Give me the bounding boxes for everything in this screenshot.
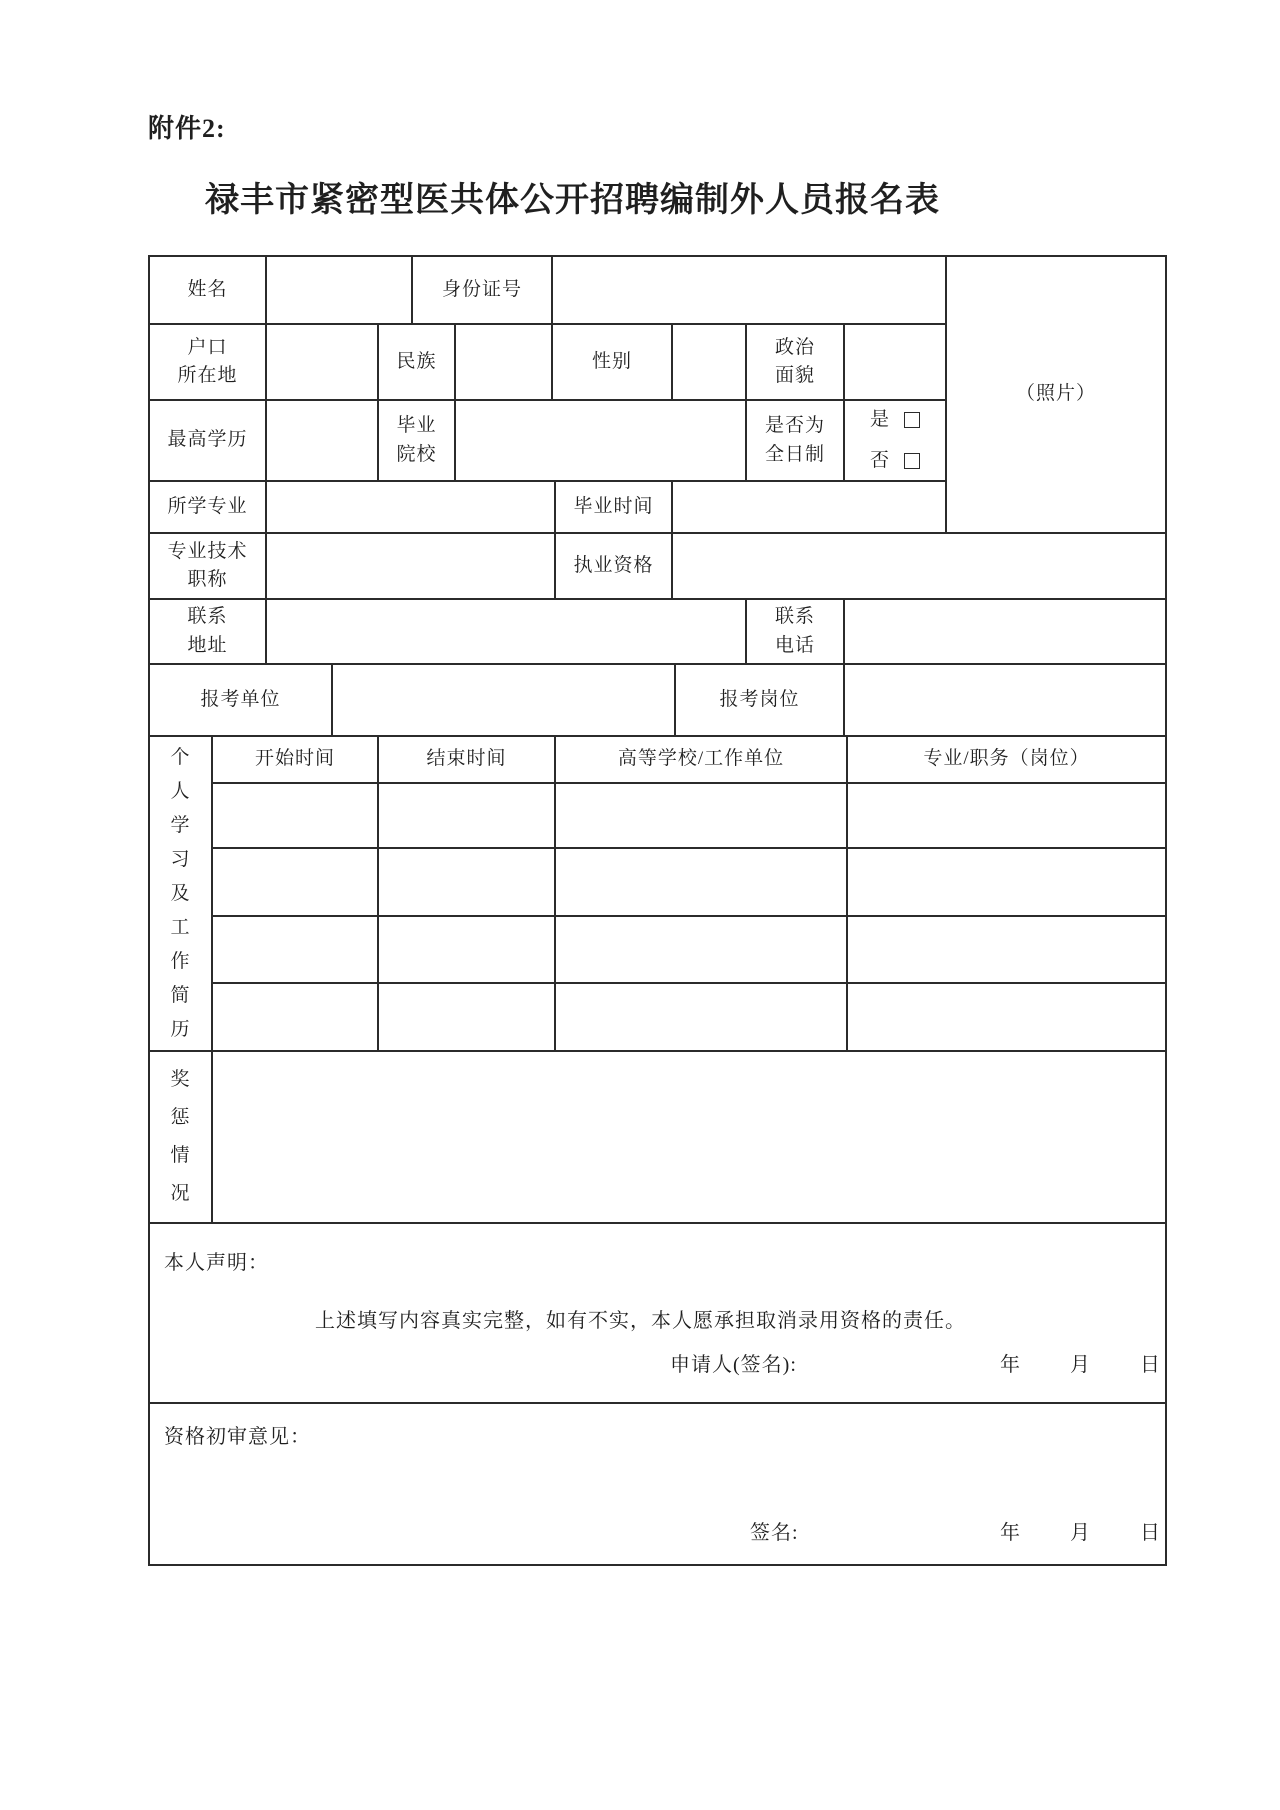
fulltime-label: 是否为 全日制 — [747, 401, 845, 482]
history-row-cell — [213, 849, 379, 917]
page-title: 禄丰市紧密型医共体公开招聘编制外人员报名表 — [205, 182, 940, 219]
fulltime-checkbox-cell — [845, 401, 947, 482]
major-label: 所学专业 — [150, 482, 267, 534]
practice-cert-value-cell — [673, 534, 1165, 600]
history-row-cell — [379, 849, 556, 917]
rewards-content-cell — [213, 1052, 1165, 1224]
application-form-table — [148, 255, 1167, 1566]
history-col-school-unit: 高等学校/工作单位 — [556, 737, 848, 784]
education-label: 最高学历 — [150, 401, 267, 482]
id-number-value-cell — [553, 257, 947, 325]
history-col-major-post: 专业/职务（岗位） — [848, 737, 1165, 784]
phone-value-cell — [845, 600, 1165, 665]
apply-unit-label: 报考单位 — [150, 665, 333, 737]
name-label: 姓名 — [150, 257, 267, 325]
phone-label: 联系 电话 — [747, 600, 845, 665]
practice-cert-label: 执业资格 — [556, 534, 673, 600]
history-col-start-time: 开始时间 — [213, 737, 379, 784]
gender-value-cell — [673, 325, 747, 401]
fulltime-yes-checkbox-icon — [904, 412, 920, 428]
history-row-cell — [848, 917, 1165, 984]
graduation-time-value-cell — [673, 482, 947, 534]
fulltime-no-checkbox-icon — [904, 453, 920, 469]
review-section — [150, 1404, 1165, 1564]
history-row-cell — [379, 917, 556, 984]
apply-unit-value-cell — [333, 665, 676, 737]
review-day-label: 日 — [1140, 1522, 1161, 1544]
history-row-cell — [556, 917, 848, 984]
address-value-cell — [267, 600, 747, 665]
history-row-cell — [556, 984, 848, 1052]
history-row-cell — [379, 784, 556, 849]
education-value-cell — [267, 401, 379, 482]
political-status-value-cell — [845, 325, 947, 401]
history-row-cell — [213, 984, 379, 1052]
review-heading: 资格初审意见： — [164, 1426, 311, 1448]
fulltime-yes-label: 是 — [869, 409, 890, 430]
gender-label: 性别 — [553, 325, 673, 401]
history-row-cell — [848, 784, 1165, 849]
household-value-cell — [267, 325, 379, 401]
id-number-label: 身份证号 — [413, 257, 553, 325]
prof-title-value-cell — [267, 534, 556, 600]
apply-post-label: 报考岗位 — [676, 665, 845, 737]
history-row-cell — [556, 849, 848, 917]
school-value-cell — [456, 401, 747, 482]
review-month-label: 月 — [1070, 1522, 1091, 1544]
history-row-cell — [848, 849, 1165, 917]
graduation-time-label: 毕业时间 — [556, 482, 673, 534]
history-row-cell — [556, 784, 848, 849]
review-sign-label: 签名: — [750, 1522, 799, 1544]
attachment-label: 附件2: — [148, 114, 226, 143]
prof-title-label: 专业技术 职称 — [150, 534, 267, 600]
review-year-label: 年 — [1000, 1522, 1021, 1544]
declaration-year-label: 年 — [1000, 1354, 1021, 1376]
household-label: 户口 所在地 — [150, 325, 267, 401]
history-side-label: 个 人 学 习 及 工 作 简 历 — [150, 737, 213, 1052]
rewards-side-label: 奖 惩 情 况 — [150, 1052, 213, 1224]
school-label: 毕业 院校 — [379, 401, 456, 482]
ethnicity-label: 民族 — [379, 325, 456, 401]
declaration-heading: 本人声明： — [164, 1252, 269, 1274]
fulltime-no-label: 否 — [869, 449, 890, 471]
history-row-cell — [213, 917, 379, 984]
declaration-signer-label: 申请人(签名): — [670, 1354, 797, 1376]
history-row-cell — [379, 984, 556, 1052]
photo-placeholder-cell: （照片） — [947, 257, 1165, 534]
history-col-end-time: 结束时间 — [379, 737, 556, 784]
declaration-month-label: 月 — [1070, 1354, 1091, 1376]
declaration-day-label: 日 — [1140, 1354, 1161, 1376]
history-row-cell — [213, 784, 379, 849]
declaration-body: 上述填写内容真实完整，如有不实，本人愿承担取消录用资格的责任。 — [315, 1310, 966, 1332]
history-row-cell — [848, 984, 1165, 1052]
address-label: 联系 地址 — [150, 600, 267, 665]
major-value-cell — [267, 482, 556, 534]
apply-post-value-cell — [845, 665, 1165, 737]
political-status-label: 政治 面貌 — [747, 325, 845, 401]
declaration-section — [150, 1224, 1165, 1404]
ethnicity-value-cell — [456, 325, 553, 401]
name-value-cell — [267, 257, 413, 325]
